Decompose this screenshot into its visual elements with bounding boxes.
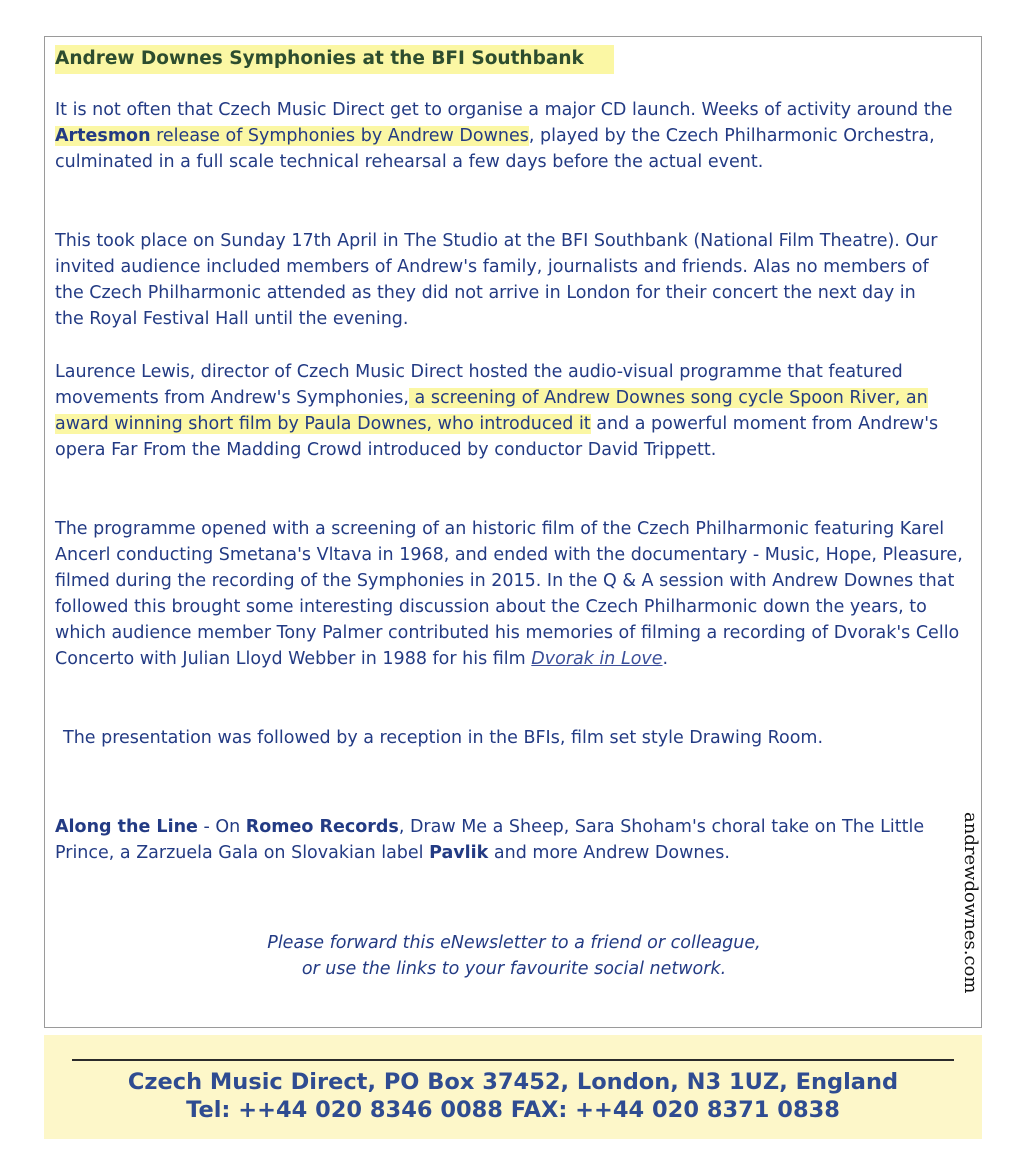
forward-line-1: Please forward this eNewsletter to a friend or colleague, [267, 933, 761, 953]
article-title: Andrew Downes Symphonies at the BFI Southbank [55, 45, 614, 74]
paragraph-text: , played by the Czech Philharmonic Orchestra, culminated in a full scale technical rehearsal a few days before the actual event. [55, 126, 935, 172]
paragraph-along-the-line [55, 814, 950, 866]
paragraph-text: It is not often that Czech Music Direct get to organise a major CD launch. Weeks of activity around the [55, 100, 953, 120]
forward-note [45, 930, 983, 982]
paragraph-event: This took place on Sunday 17th April in The Studio at the BFI Southbank (National Film Theatre). Our invited audience included members of Andrew's family, journalists and friends. Alas no members of the Czech Philharmonic attended as they did not arrive in London for their concert the next day in the Royal Festival Hall until the evening. [55, 231, 938, 329]
footer-address: Czech Music Direct, PO Box 37452, London, N3 1UZ, England [127, 1069, 899, 1095]
contact-footer [44, 1035, 982, 1139]
paragraph-text: - On [197, 817, 246, 837]
paragraph-text: and more Andrew Downes. [488, 843, 730, 863]
paragraph-programme [55, 359, 975, 463]
label-artesmon: Artesmon [55, 126, 151, 146]
highlighted-release [55, 126, 529, 146]
forward-line-2: or use the links to your favourite social network. [301, 959, 727, 979]
paragraph-films [55, 516, 970, 672]
romeo-records-label: Romeo Records [245, 817, 399, 837]
paragraph-text: The programme opened with a screening of an historic film of the Czech Philharmonic featuring Karel Ancerl conducting Smetana's Vltava in 1968, and ended with the documentary - Music, Hope, Pleasure, filmed during the recording of the Symphonies in 2015. In the Q & A session with Andrew Downes that followed this brought some interesting discussion about the Czech Philharmonic down the years, to which audience member Tony Palmer contributed his memories of filming a recording of Dvorak's Cello Concerto with Julian Lloyd Webber in 1988 for his film [55, 519, 963, 669]
paragraph-text: . [662, 649, 669, 669]
paragraph-reception: The presentation was followed by a reception in the BFIs, film set style Drawing Room. [63, 728, 824, 748]
paragraph-text: Laurence Lewis, director of Czech Music Direct hosted the audio-visual programme that featured movements from Andrew's Symphonies, [55, 362, 903, 408]
paragraph-text: , Draw Me a Sheep, Sara Shoham's choral take on The Little Prince, a Zarzuela Gala on Slovakian label [55, 817, 925, 863]
footer-phone-fax: Tel: ++44 020 8346 0088 FAX: ++44 020 8371 0838 [186, 1097, 840, 1123]
pavlik-label: Pavlik [429, 843, 489, 863]
paragraph-cd-launch [55, 97, 975, 175]
footer-divider [72, 1059, 954, 1061]
dvorak-in-love-link[interactable]: Dvorak in Love [531, 649, 663, 669]
highlighted-screening: a screening of Andrew Downes song cycle Spoon River, an award winning short film by Paula Downes, who introduced it [55, 388, 928, 434]
website-vertical-text: andrewdownes.com [960, 812, 981, 994]
newsletter-article [44, 36, 982, 1028]
release-text: release of Symphonies by Andrew Downes [150, 126, 529, 146]
along-the-line-label: Along the Line [55, 817, 198, 837]
paragraph-text: and a powerful moment from Andrew's opera Far From the Madding Crowd introduced by conductor David Trippett. [55, 414, 939, 460]
